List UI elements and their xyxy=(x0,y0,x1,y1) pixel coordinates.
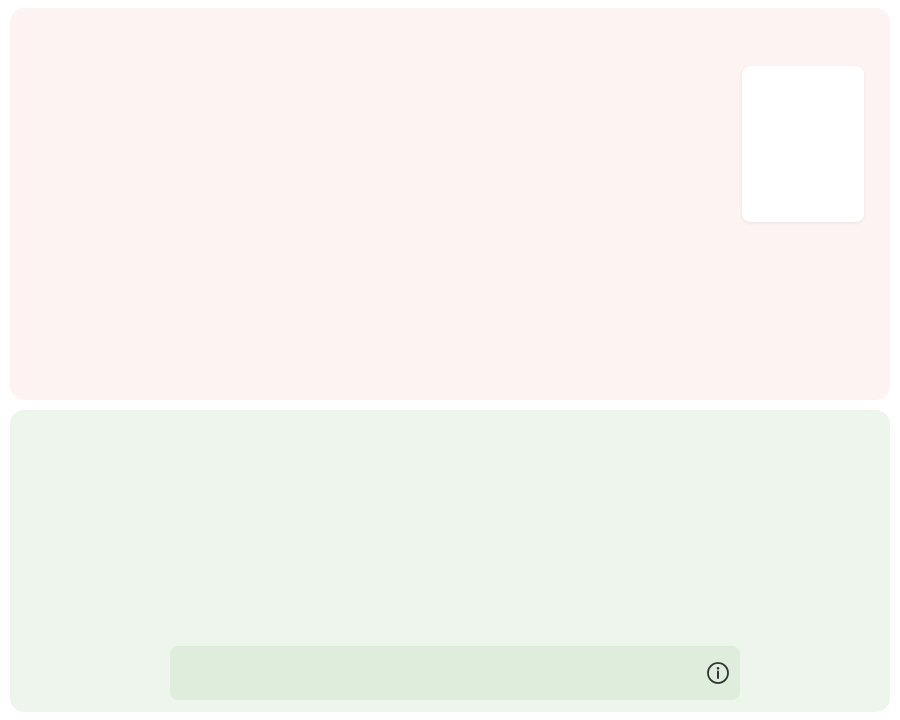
info-note xyxy=(170,646,740,700)
full-time-care-section xyxy=(10,8,890,400)
full-time-card-6 xyxy=(742,66,864,222)
part-time-care-section xyxy=(10,410,890,712)
info-icon xyxy=(706,661,730,685)
